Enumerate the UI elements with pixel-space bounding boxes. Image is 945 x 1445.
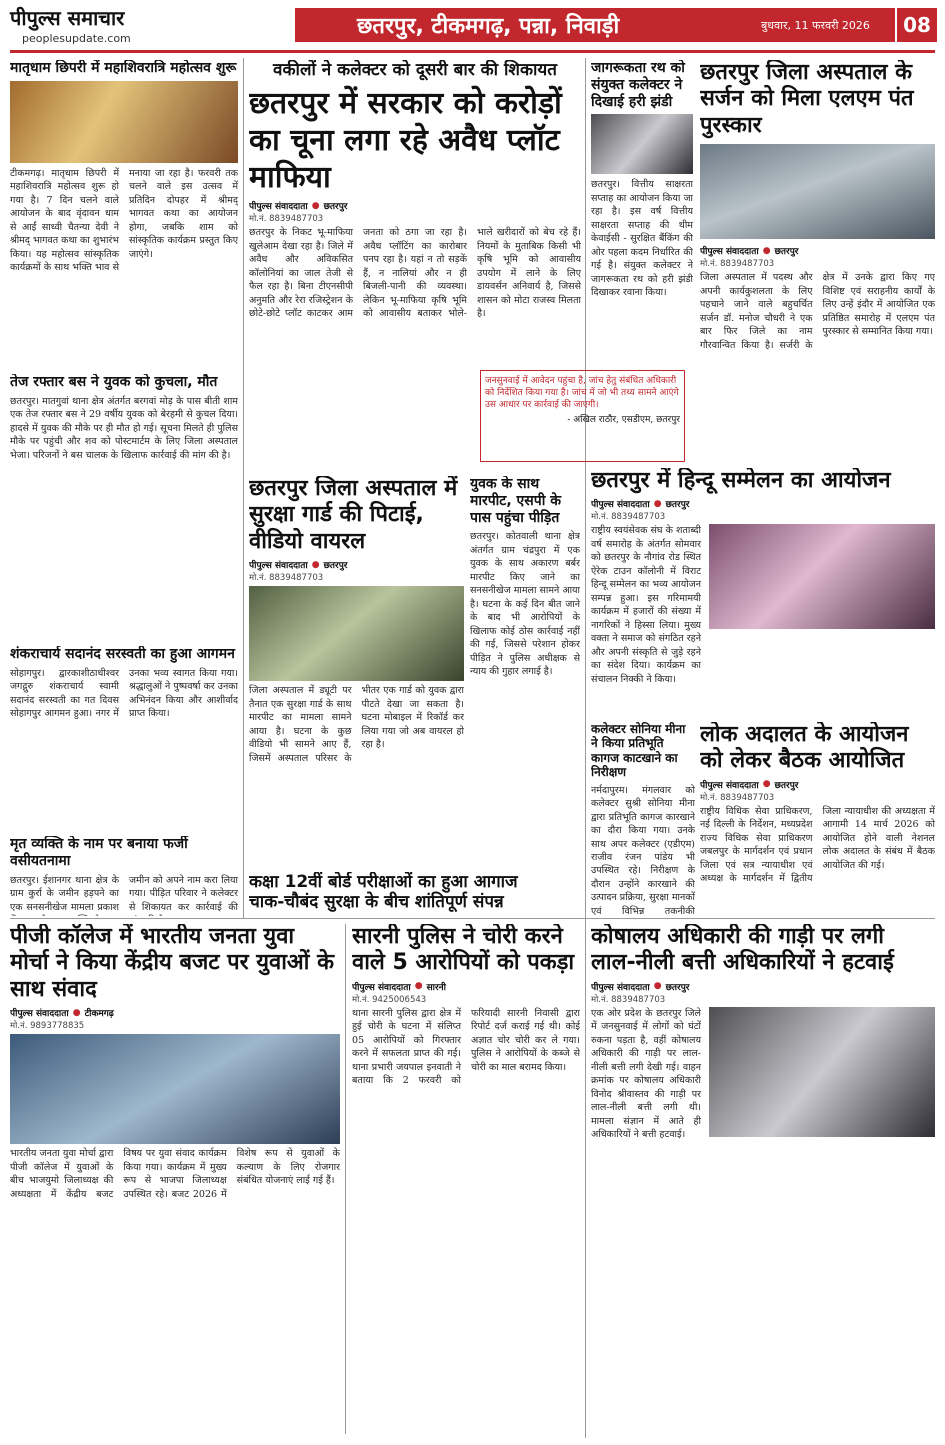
dateline: छतरपुर xyxy=(665,500,690,511)
dateline: छतरपुर xyxy=(323,561,348,572)
story-body: छतरपुर। कोतवाली थाना क्षेत्र अंतर्गत ग्राम चंद्रपुरा में एक युवक के साथ अकारण बर्बर मारपीट किए जाने का सनसनीखेज मामला सामने आया है। घटना के कई दिन बीत जाने के बाद भी आरोपियों के खिलाफ कोई ठोस कार्रवाई नहीं की गई, जिससे परेशान होकर पीड़ित ने पुलिस अधीक्षक से न्याय की गुहार लगाई है। xyxy=(470,531,580,678)
story-hindu-sammelan[interactable] xyxy=(591,468,935,718)
dateline: छतरपुर xyxy=(323,202,348,213)
mobile-no: मो.नं. 8839487703 xyxy=(700,259,775,270)
mobile-no: मो.नं. 8839487703 xyxy=(249,573,324,584)
quote-attribution: - अखिल राठौर, एसडीएम, छतरपुर xyxy=(567,415,680,426)
column-divider xyxy=(345,924,346,1434)
award-photo xyxy=(700,144,935,239)
mobile-no: मो.नं. 8839487703 xyxy=(591,512,666,523)
story-mahashivratri[interactable] xyxy=(10,60,238,370)
region-title: छतरपुर, टीकमगढ़, पन्ना, निवाड़ी xyxy=(357,14,620,39)
dateline: छतरपुर xyxy=(774,247,799,258)
story-body: छतरपुर। ईशानगर थाना क्षेत्र के ग्राम कुर्रा के जमीन हड़पने का एक सनसनीखेज मामला प्रकाश जमीन को अपने नाम करा लिया गया। पीड़ित परिवार ने कलेक्टर से शिकायत कर कार्रवाई की xyxy=(10,874,238,913)
masthead xyxy=(0,0,945,52)
headline[interactable]: मातृधाम छिपरी में महाशिवरात्रि महोत्सव शुरू xyxy=(10,60,237,76)
story-body: थाना सारनी पुलिस द्वारा क्षेत्र में हुई चोरी के घटना में संलिप्त 05 आरोपियों को गिरफ्तार करने में सफलता प्राप्त की गई। थाना प्रभारी जयपाल इनवाती ने बताया कि 2 फरवरी को फरियादी सारनी निवासी द्वारा रिपोर्ट दर्ज कराई गई थी। कोई अज्ञात चोर चोरी कर ले गया। पुलिस ने आरोपियों के कब्जे से चोरी का माल बरामद किया। xyxy=(352,1007,580,1087)
region-bar xyxy=(295,8,895,42)
byline xyxy=(591,497,935,510)
story-body: छतरपुर के निकट भू-माफिया खुलेआम देखा रहा है। जिले में अवैध और अविकसित कॉलोनियां का जाल तेजी से फैल रहा है। बिना टीएनसीपी अनुमति और रेरा रजिस्ट्रेशन के छोटे-छोटे प्लॉट काटकर आम जनता को ठगा जा रहा है। अवैध प्लॉटिंग का कारोबार पनप रहा है। यहां न तो सड़कें हैं, न नालियां और न ही बिजली-पानी की व्यवस्था। लेकिन भू-माफिया कृषि भूमि को आवासीय बताकर भोले-भाले खरीदारों को बेच रहे हैं। नियमों के मुताबिक किसी भी कृषि भूमि को आवासीय उपयोग में लाने के लिए डायवर्सन अनिवार्य है, जिससे शासन को मोटा राजस्व मिलता है। xyxy=(249,227,581,320)
mobile-no: मो.नं. 8839487703 xyxy=(591,994,666,1005)
reporter: पीपुल्स संवाददाता xyxy=(249,561,308,572)
story-bus-accident[interactable] xyxy=(10,374,238,524)
byline xyxy=(700,778,935,791)
location-pin-icon: ● xyxy=(762,779,771,790)
headline[interactable]: मृत व्यक्ति के नाम पर बनाया फर्जी वसीयतनामा xyxy=(10,836,188,869)
story-shankaracharya[interactable] xyxy=(10,646,238,766)
reporter: पीपुल्स संवाददाता xyxy=(249,202,308,213)
story-body: टीकमगढ़। मातृधाम छिपरी में महाशिवरात्रि महोत्सव शुरू हो गया है। 7 दिन चलने वाले आयोजन के बाद वृंदावन धाम से आईं साध्वी चैतन्या देवी ने श्रीमद् भागवत कथा का शुभारंभ किया। यह महोत्सव सांस्कृतिक कार्यक्रमों के साथ भक्ति भाव से मनाया जा रहा है। फरवरी तक चलने वाले इस उत्सव में प्रतिदिन दोपहर में श्रीमद् भागवत कथा का आयोजन होगा, जबकि शाम को सांस्कृतिक कार्यक्रम प्रस्तुत किए जाएंगे। xyxy=(10,167,238,274)
location-pin-icon: ● xyxy=(653,498,662,509)
event-photo xyxy=(10,81,238,163)
vehicle-photo xyxy=(709,1007,935,1137)
story-body: नर्मदापुरम। मंगलवार को कलेक्टर सुश्री सोनिया मीना द्वारा प्रतिभूति कागज कारखाने का दौरा किया गया। उनके साथ अपर कलेक्टर (एडीएम) राजीव रंजन पांडेय भी उपस्थित रहे। निरीक्षण के दौरान उन्होंने कारखाने की उत्पादन प्रक्रिया, सुरक्षा मानकों एवं विभिन्न तकनीकी xyxy=(591,784,695,916)
story-sonia-meena[interactable] xyxy=(591,722,695,916)
location-pin-icon: ● xyxy=(653,981,662,992)
quote-text: जनसुनवाई में आवेदन पहुंचा है, जांच हेतु संबंधित अधिकारी को निर्देशित किया गया है। जांच में जो भी तथ्य सामने आएंगे उस आधार पर कार्रवाई की जाएगी। xyxy=(485,376,679,411)
story-body: भारतीय जनता युवा मोर्चा द्वारा पीजी कॉलेज में युवाओं के बीच भाजयुमो जिलाध्यक्ष की अध्यक्षता में केंद्रीय बजट विषय पर युवा संवाद कार्यक्रम किया गया। कार्यक्रम में मुख्य रूप से भाजपा जिलाध्यक्ष उपस्थित रहे। बजट 2026 में विशेष रूप से युवाओं के कल्याण के लिए रोजगार संबंधित योजनाएं लाई गई हैं। xyxy=(10,1148,340,1200)
byline xyxy=(700,244,935,257)
story-body: सोहागपुर। द्वारकाशीठाधीश्वर जगद्गुरु शंकराचार्य स्वामी सदानंद सरस्वती का गत दिवस सोहागपुर आगमन हुआ। नगर में उनका भव्य स्वागत किया गया। श्रद्धालुओं ने पुष्पवर्षा कर उनका अभिनंदन किया और आशीर्वाद प्राप्त किया। xyxy=(10,667,238,720)
dateline: छतरपुर xyxy=(774,780,799,791)
byline xyxy=(249,558,464,571)
mobile-no: मो.नं. 8839487703 xyxy=(700,792,775,803)
kicker: वकीलों ने कलेक्टर को दूसरी बार की शिकायत xyxy=(273,60,557,80)
story-guard-assault[interactable] xyxy=(249,476,464,916)
byline xyxy=(591,980,935,993)
byline xyxy=(249,199,581,212)
story-body: राष्ट्रीय स्वयंसेवक संघ के शताब्दी वर्ष समारोह के अंतर्गत सोमवार को छतरपुर के नौगांव रोड स्थित ऐरेक टाउन कॉलोनी में विराट हिन्दू सम्मेलन का भव्य आयोजन सम्पन्न हुआ। इस गरिमामयी कार्यक्रम में हजारों की संख्या में नागरिकों ने हिस्सा लिया। मुख्य वक्ता ने समाज को संगठित रहने और अपनी संस्कृति से जुड़े रहने का संदेश दिया। कार्यक्रम का संचालन निक्की ने किया। xyxy=(591,525,701,685)
collector-quote-box xyxy=(480,370,685,462)
story-lok-adalat[interactable] xyxy=(700,722,935,916)
page-number: 08 xyxy=(897,8,937,42)
mobile-no: मो.नं. 9893778835 xyxy=(10,1021,85,1032)
column-divider xyxy=(585,58,586,1438)
story-body: छतरपुर। वित्तीय साक्षरता सप्ताह का आयोजन किया जा रहा है। इस वर्ष वित्तीय साक्षरता सप्ताह की थीम केवाईसी - सुरक्षित बैंकिंग की ओर पहला कदम निर्धारित की गई है। संयुक्त कलेक्टर ने जागरूकता रथ को हरी झंडी दिखाकर रवाना किया। xyxy=(591,179,693,299)
dateline: टीकमगढ़ xyxy=(84,1009,114,1020)
story-body: जिला अस्पताल में पदस्थ और अपनी कार्यकुशलता के लिए पहचाने जाने वाले बहुचर्चित सर्जन डॉ. मनोज चौधरी ने एक बार फिर जिले का नाम गौरवान्वित किया है। सर्जरी के क्षेत्र में उनके द्वारा किए गए विशिष्ट एवं सराहनीय कार्यों के लिए उन्हें इंदौर में आयोजित एक प्रतिष्ठित समारोह में एलएम पंत पुरस्कार से सम्मानित किया गया। xyxy=(700,272,935,351)
headline[interactable]: जागरूकता रथ को संयुक्त कलेक्टर ने दिखाई हरी झंडी xyxy=(591,60,685,110)
story-hospital-award[interactable] xyxy=(700,60,935,460)
headline[interactable]: चाक-चौबंद सुरक्षा के बीच शांतिपूर्ण संपन्न xyxy=(249,892,504,913)
brand-logo[interactable] xyxy=(10,4,230,48)
headline[interactable]: तेज रफ्तार बस ने युवक को कुचला, मौत xyxy=(10,374,218,390)
headline[interactable]: छतरपुर में हिन्दू सम्मेलन का आयोजन xyxy=(591,468,891,493)
headline[interactable]: कोषालय अधिकारी की गाड़ी पर लगी लाल-नीली बत्ती अधिकारियों ने हटवाई xyxy=(591,924,894,976)
story-body: राष्ट्रीय विधिक सेवा प्राधिकरण, नई दिल्ली के निर्देशन, मध्यप्रदेश राज्य विधिक सेवा प्राधिकरण जबलपुर के मार्गदर्शन एवं प्रधान जिला एवं सत्र न्यायाधीश एवं अध्यक्ष के मार्गदर्शन में द्वितीय जिला न्यायाधीश की अध्यक्षता में आगामी 14 मार्च 2026 को आयोजित होने वाली नेशनल लोक अदालत के संबंध में बैठक आयोजित की गई। xyxy=(700,805,935,885)
section-divider xyxy=(10,918,935,919)
headline[interactable]: पीजी कॉलेज में भारतीय जनता युवा मोर्चा ने किया केंद्रीय बजट पर युवाओं के साथ संवाद xyxy=(10,924,334,1002)
masthead-rule xyxy=(10,50,935,53)
story-body: छतरपुर। मातगुवां थाना क्षेत्र अंतर्गत बरगवां मोड़ के पास बीती शाम एक तेज रफ्तार बस ने 29 वर्षीय युवक को बेरहमी से कुचल दिया। हादसे में युवक की मौके पर ही मौत हो गई। सूचना मिलते ही पुलिस मौके पर पहुंची और शव को पोस्टमार्टम के लिए जिला अस्पताल भेजा। परिजनों ने बस चालक के खिलाफ कार्रवाई की मांग की है। xyxy=(10,395,238,461)
story-body: जिला अस्पताल में ड्यूटी पर तैनात एक सुरक्षा गार्ड के साथ मारपीट का मामला सामने आया है। घटना के कुछ वीडियो भी सामने आए हैं, जिसमें अस्पताल परिसर के भीतर एक गार्ड को युवक द्वारा पीटते देखा जा सकता है। घटना मोबाइल में रिकॉर्ड कर लिया गया जो अब वायरल हो रहा है। xyxy=(249,685,464,764)
story-bjym[interactable] xyxy=(10,924,340,1434)
headline[interactable]: छतरपुर जिला अस्पताल के सर्जन को मिला एलएम पंत पुरस्कार xyxy=(700,60,914,138)
headline[interactable]: लोक अदालत के आयोजन को लेकर बैठक आयोजित xyxy=(700,722,909,774)
dateline: सारनी xyxy=(426,982,447,993)
headline[interactable]: कलेक्टर सोनिया मीना ने किया प्रतिभूति कागज काटखाने का निरीक्षण xyxy=(591,722,686,780)
story-sarni-theft[interactable] xyxy=(352,924,580,1434)
location-pin-icon: ● xyxy=(72,1007,81,1018)
location-pin-icon: ● xyxy=(311,200,320,211)
rath-photo xyxy=(591,114,693,174)
story-board-exam-head[interactable] xyxy=(249,872,581,916)
edition-date: बुधवार, 11 फरवरी 2026 xyxy=(761,19,870,32)
mobile-no: मो.नं. 8839487703 xyxy=(249,214,324,225)
kicker: कक्षा 12वीं बोर्ड परीक्षाओं का हुआ आगाज xyxy=(249,872,518,892)
mobile-no: मो.नं. 9425006543 xyxy=(352,994,427,1005)
reporter: पीपुल्स संवाददाता xyxy=(10,1009,69,1020)
bjym-photo xyxy=(10,1034,340,1144)
guard-photo xyxy=(249,586,464,681)
location-pin-icon: ● xyxy=(311,559,320,570)
headline[interactable]: युवक के साथ मारपीट, एसपी के पास पहुंचा पीड़ित xyxy=(470,476,561,526)
brand-name: पीपुल्स समाचार xyxy=(10,6,125,30)
location-pin-icon: ● xyxy=(762,245,771,256)
reporter: पीपुल्स संवाददाता xyxy=(700,247,759,258)
headline[interactable]: छतरपुर जिला अस्पताल में सुरक्षा गार्ड की पिटाई, वीडियो वायरल xyxy=(249,476,458,554)
story-red-beacon[interactable] xyxy=(591,924,935,1434)
headline[interactable]: शंकराचार्य सदानंद सरस्वती का हुआ आगमन xyxy=(10,646,235,662)
byline xyxy=(352,980,580,993)
location-pin-icon: ● xyxy=(414,981,423,992)
story-body: एक ओर प्रदेश के छतरपुर जिले में जनसुनवाई में लोगों को घंटों रुकना पड़ता है, वहीं कोषालय अधिकारी की गाड़ी पर लाल-नीली बत्ती लगी देखी गई। वाहन क्रमांक पर कोषालय अधिकारी विनोद श्रीवास्तव की गाड़ी पर लाल-नीली बत्ती लगी थी। मामला संज्ञान में आते ही अधिकारियों ने बत्ती हटवाई। xyxy=(591,1007,701,1141)
column-divider xyxy=(243,58,244,918)
reporter: पीपुल्स संवाददाता xyxy=(700,780,759,791)
byline xyxy=(10,1006,340,1019)
sammelan-photo xyxy=(709,524,935,629)
headline[interactable]: छतरपुर में सरकार को करोड़ों का चूना लगा रहे अवैध प्लॉट माफिया xyxy=(249,86,562,195)
brand-url[interactable]: peoplesupdate.com xyxy=(22,32,131,45)
reporter: पीपुल्स संवाददाता xyxy=(591,982,650,993)
story-fake-will[interactable] xyxy=(10,836,238,916)
story-youth-sp[interactable] xyxy=(470,476,580,916)
headline[interactable]: सारनी पुलिस ने चोरी करने वाले 5 आरोपियों को पकड़ा xyxy=(352,924,575,976)
reporter: पीपुल्स संवाददाता xyxy=(591,500,650,511)
dateline: छतरपुर xyxy=(665,982,690,993)
story-jagrukta-rath[interactable] xyxy=(591,60,693,366)
reporter: पीपुल्स संवाददाता xyxy=(352,982,411,993)
